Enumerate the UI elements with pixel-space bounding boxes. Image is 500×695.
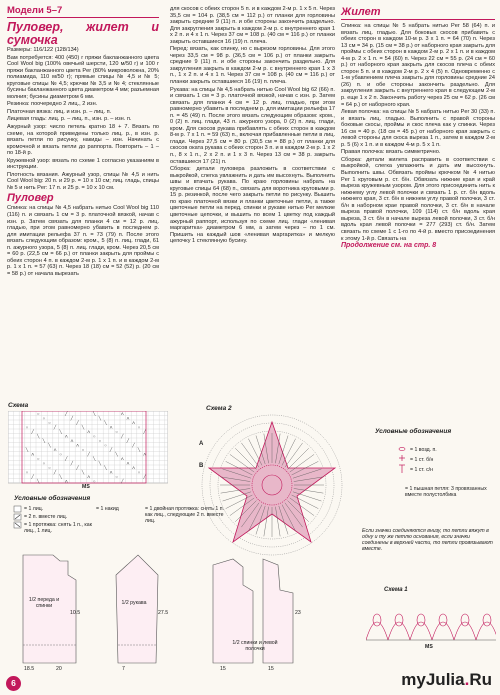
- pullover-back-cont: для скосов с обеих сторон 5 п. и в каждом 2-м р. 1 х 5 п. Через 35,5 см = 104 р. (38,5 см = 112 р.) от планки для горловины закрыть средние 9 (11) п. и обе стороны закончить раздельно. Для закругления закрыть в каждом 2-м р. с внутреннего края 1 х 2 п. и 4 х 1 п. Через 37 см = 108 р. (40 см = 116 р.) от планки закрыть оставшиеся 16 (19) п. плеча.: [170, 6, 335, 45]
- pullover-front-text: Перед: вязать, как спинку, но с вырезом горловины. Для этого через 33,5 см = 98 р. (36,5 см = 106 р.) от планки закрыть средние 9 (11) п. и обе стороны закончить раздельно. Для закругления закрыть в каждом 2-м р. с внутреннего края 1 х 3 п., 1 х 2 п. и 4 х 1 п. Через 37 см = 108 р. (40 см = 116 р.) от планки закрыть оставшиеся 16 (19) п. плеча.: [170, 46, 335, 86]
- site-logo: [401, 670, 492, 690]
- svg-text:Λ: Λ: [143, 451, 147, 457]
- svg-text:╲: ╲: [42, 437, 46, 443]
- legend2-symbols: [395, 446, 409, 476]
- puff-stitch-note: = 1 пышная петля: 3 провязанных вместе полустолбика: [405, 486, 487, 498]
- svg-text:╲: ╲: [59, 428, 62, 434]
- svg-text:╱: ╱: [65, 411, 68, 416]
- ms-label-lace: MS: [425, 644, 433, 650]
- svg-text:╱: ╱: [53, 469, 57, 475]
- pullover-back-text: Спинка: на спицы № 4,5 набрать нитью Cool Wool big 110 (116) п. и связать 1 см = 3 р. платочной вязкой, начав с изн. р. Затем связать для планки 4 см = 12 р. лиц. гладью, при этом равномерно убавить в последнем р. для имитации рельефа 37 п. = 73 (79) п. После этого вязать следующим образом: кром., 5 (8) п. лиц. глади, 61 п. ажурного узора, 5 (8) п. лиц. глади, кром. Через 20,5 см = 60 р. (22,5 см = 66 р.) от планки закрыть для проймы с обеих сторон 4 п. в каждом 2-м р. 1 х 1 п. и в каждом 2-м р. 1 х 1 п. = 57 (63) п. Через 18 (18) см = 52 (52) р. (20 см = 58 р.) от начала вырезать: [7, 205, 159, 277]
- crochet-star-chart: [195, 410, 350, 560]
- legend2-item: = 1 ст. б/н: [410, 457, 434, 463]
- svg-text:Λ: Λ: [53, 446, 57, 452]
- svg-text:Λ: Λ: [126, 415, 130, 421]
- models-label: Модели 5–7: [7, 5, 63, 16]
- pullover-assembly-text: Сборка: детали пуловера разложить в соответствии с выкройкой, слегка увлажнить и дать им высохнуть. Выполнить швы и втачать рукава. По краю горловины набрать на круговые спицы 64 (68) п., связать для воротника круговыми р. 15 р. резинкой, после чего закрыть петли по рисунку. Вышить по краю платочной вязки и планки цветочные петли, а также цветочные петли на перед, спинки и рукаве нитью Per мелкие цветочные цепочки, и вышить по всем 1 цветку под каждый ажурный раппорт, используя по схеме лиц. глади «ленивая маргаритка» диаметром 6 мм, а затем через – по 1 см. Пришить на каждый шов «ленивая маргаритка» и мелкую цепочку 1 стеклянную бусину.: [170, 166, 335, 245]
- svg-text:Λ: Λ: [31, 451, 35, 457]
- column-right: [341, 6, 495, 251]
- divider: [341, 19, 495, 20]
- svg-text:○: ○: [37, 455, 40, 461]
- svg-text:╱: ╱: [31, 428, 34, 434]
- density-text: Плотность вязания. Ажурный узор, спицы № 4,5 и нить Cool Wool big: 20 п. и 29 р. = 10 х 10 см; лиц. гладь, спицы № 5 и нить Per: 17 п. и 25 р. = 10 х 10 см.: [7, 171, 159, 191]
- svg-text:○: ○: [37, 411, 40, 416]
- svg-text:Λ: Λ: [121, 411, 124, 416]
- svg-text:╲: ╲: [93, 411, 96, 416]
- svg-text:╲: ╲: [81, 424, 85, 430]
- svg-text:○: ○: [25, 469, 29, 475]
- dim-label: 7: [122, 666, 125, 672]
- svg-text:╱: ╱: [65, 455, 68, 461]
- site-name: myJulia: [401, 670, 465, 689]
- svg-text:Λ: Λ: [109, 424, 113, 430]
- vest-right-text: Правая полочка: вязать симметрично.: [341, 149, 441, 156]
- svg-text:○: ○: [115, 428, 118, 434]
- legend-item: = 1 двойная протяжка: снять 1 п. как лиц., следующие 2 п. вместе лиц.: [145, 506, 224, 524]
- site-dot: .: [464, 670, 470, 689]
- svg-text:○: ○: [137, 469, 141, 475]
- svg-text:○: ○: [115, 473, 118, 479]
- dim-label: 20: [56, 666, 62, 672]
- legend2-item: = 1 возд. п.: [410, 447, 437, 453]
- column-left: [7, 6, 159, 279]
- vest-assembly-text: Сборка: детали жилета расправить в соответствии с выкройкой, слегка увлажнить и дать им высохнуть. Выполнить швы. Обвязать проймы крючком № 4 нитью Per 1 круговым р. ст. б/н. Обвязать нижние края и край выреза кружевным узором. Для этого присоединить нить к нижнему углу левой полочки и связать 1 р. ст. б/н вдоль нижнего края, 3 ст. б/н в нижнем углу правой полочки, 3 ст. б/н в наборном крае правой полочки, 3 ст. б/н в начале выреза правой полочки, 109 (114) ст. б/н вдоль края выреза, 3 ст. б/н в начале выреза левой полочки, 3 ст. б/н вдоль края левой полочки = 277 (293) ст. б/н. Затем связать по схеме 1 с 1-го по 4-й р. вместо присоединения к этому 1-й р. Связать на: [341, 156, 495, 242]
- svg-text:○: ○: [25, 424, 29, 430]
- svg-text:○: ○: [48, 464, 51, 470]
- garment-schematics: [8, 545, 338, 673]
- svg-text:Λ: Λ: [65, 433, 68, 439]
- svg-text:╲: ╲: [48, 442, 51, 448]
- svg-text:Λ: Λ: [121, 455, 124, 461]
- svg-text:╲: ╲: [37, 478, 40, 484]
- section-vest: Жилет: [341, 6, 381, 18]
- svg-text:╱: ╱: [143, 473, 146, 479]
- svg-text:╲: ╲: [104, 419, 107, 425]
- materials-text: Вам потребуется: 400 (450) г пряжи бакланжанного цвета Cool Wool big (100% овечьей шерсти, 120 м/50 г) и 100 г пряжи бакланжанного цвета Per (80% микроволокна, 20% полиамида, 110 м/50 г); прямые спицы № 4,5 и № 5; круговые спицы № 4,5; крючки № 3,5 и № 4; стеклянные бусины бакланжанного цвета диаметром 4 мм; разъемная молния; бусины диаметром 6 мм.: [7, 54, 159, 100]
- svg-text:╲: ╲: [115, 451, 118, 457]
- legend-symbols: [13, 505, 23, 529]
- svg-text:Λ: Λ: [70, 437, 74, 443]
- dim-label: 23: [295, 610, 301, 616]
- pattern-front-label: 1/2 переда и спинки: [28, 597, 60, 609]
- dim-label: 18.5: [24, 666, 35, 672]
- knitting-chart: [8, 411, 168, 491]
- legend-item: = 1 накид: [96, 506, 119, 512]
- crochet-text: Кружевной узор: вязать по схеме 1 согласно указаниям в инструкции.: [7, 157, 159, 171]
- section-pullover: Пуловер: [7, 192, 54, 205]
- svg-text:╲: ╲: [25, 446, 29, 452]
- svg-text:╱: ╱: [132, 442, 135, 448]
- svg-text:○: ○: [81, 446, 85, 452]
- dim-label: 15: [268, 666, 274, 672]
- svg-text:Λ: Λ: [87, 473, 91, 479]
- svg-text:╱: ╱: [70, 415, 74, 421]
- svg-text:╲: ╲: [93, 455, 96, 461]
- svg-text:╲: ╲: [81, 469, 85, 475]
- svg-text:╱: ╱: [109, 446, 113, 452]
- svg-text:Λ: Λ: [132, 464, 135, 470]
- svg-text:Λ: Λ: [87, 428, 91, 434]
- svg-text:╱: ╱: [70, 460, 74, 466]
- svg-text:Λ: Λ: [132, 419, 135, 425]
- svg-text:○: ○: [98, 437, 102, 443]
- svg-text:Λ: Λ: [76, 442, 79, 448]
- continue-note: Продолжение см. на стр. 8: [341, 242, 437, 250]
- pullover-sleeves-text: Рукава: на спицы № 4,5 набрать нитью Cool Wool big 62 (66) п. и связать 1 см = 3 р. платочной вязкой, начав с изн. р. Затем связать для планки 4 см = 12 р. лиц. гладью, при этом равномерно убавить в последнем р. для имитации рельефа 17 п. = 45 (49) п. После этого вязать следующим образом: кром., 0 (2) п. лиц. глади, 43 п. ажурного узора, 0 (2) п. лиц. глади, кром. Для скосов рукава прибавлять с обеих сторон в каждом 8-м р. 7 х 1 п. = 59 (63) п., включая прибавленные петли в лиц. глади. Через 27,5 см = 80 р. (30,5 см = 88 р.) от планки для скосов оката рукава с обеих сторон 3 п. и в каждом 2-м р. 1 х 2 п., 8 х 1 п., 2 х 2 п. и 1 х 3 п. Через 13 см = 38 р. закрыть оставшиеся 17 (21) п.: [170, 86, 335, 165]
- dim-label: 27.5: [158, 610, 169, 616]
- legend-item: = 1 протяжка: снять 1 п., как лиц., 1 лиц.: [24, 522, 92, 534]
- svg-text:○: ○: [93, 478, 96, 484]
- label-b: B: [199, 463, 204, 469]
- pattern-sleeve-label: 1/2 рукава: [121, 600, 147, 606]
- svg-text:○: ○: [42, 460, 46, 466]
- svg-text:╱: ╱: [126, 437, 130, 443]
- svg-text:╱: ╱: [143, 428, 146, 434]
- vest-left-text: Левая полочка: на спицы № 5 набрать нитью Per 30 (33) п. и вязать лиц. гладью. Выполнить с правой стороны боковые скосы, проймы и скос плеча как у спинки. Через 16 см = 40 р. (18 см = 45 р.) от наборного края закрыть с левой стороны для скоса выреза 1 п., затем в каждом 2-м р. 5 (6) х 1 п. и в каждом 4-м р. 5 х 1 п.: [341, 109, 495, 148]
- svg-text:╱: ╱: [76, 419, 79, 425]
- svg-text:╲: ╲: [37, 433, 40, 439]
- svg-text:╲: ╲: [98, 460, 102, 466]
- column-middle: [170, 6, 335, 246]
- scheme-title: Схема: [8, 402, 29, 409]
- svg-text:○: ○: [42, 415, 46, 421]
- svg-text:╱: ╱: [76, 464, 79, 470]
- svg-text:╲: ╲: [59, 473, 62, 479]
- joining-note: Если значки соединяются внизу, то петли вяжут в одну и ту же петлю основания, если значки соединены в верхней части, то петли провязывают вместе.: [362, 528, 493, 552]
- svg-text:○: ○: [104, 442, 107, 448]
- legend-item: = 2 п. вместе лиц.: [24, 514, 68, 520]
- sizes-text: Размеры: 116/122 (128/134): [7, 47, 79, 53]
- svg-text:Λ: Λ: [109, 469, 113, 475]
- legend2-item: = 1 ст. с/н: [410, 467, 433, 473]
- svg-text:╱: ╱: [87, 451, 90, 457]
- site-tld: Ru: [469, 670, 492, 689]
- pattern-vest-label: 1/2 спинки и левой полочки: [232, 640, 278, 652]
- svg-text:╲: ╲: [137, 446, 141, 452]
- divider: [7, 17, 159, 18]
- legend2-title: Условные обозначения: [375, 428, 452, 435]
- ms-label: MS: [82, 484, 90, 490]
- svg-text:╱: ╱: [53, 424, 57, 430]
- vest-back-text: Спинка: на спицы № 5 набрать нитью Per 58 (64) п. и вязать лиц. гладью. Для боковых скосов прибавить с обеих сторон в каждом 10-м р. 3 х 1 п. = 64 (70) п. Через 13 см = 34 р. (15 см = 38 р.) от наборного края закрыть для проймы с обеих сторон в каждом 2-м р. 2 х 1 п. и в каждом 4-м р. 2 х 1 п. = 54 (60) п. Через 22 см = 55 р. (24 см = 60 р.) от наборного края закрыть для скосов плеча с обеих сторон 5 п. и в каждом 2-м р. 2 х 4 (5) п. Одновременно с 1-м убавлением плеча закрыть для горловины средние 24 (26) п. и обе стороны закончить раздельно. Для закругления закрыть с внутреннего края в следующем 2-м р. еще 1 х 2 п. Закончить работу через 25 см = 62 р. (26 см = 64 р.) от наборного края.: [341, 23, 495, 108]
- svg-text:╱: ╱: [121, 478, 124, 484]
- svg-text:╱: ╱: [31, 473, 34, 479]
- svg-text:○: ○: [93, 433, 96, 439]
- stockinette-text: Лицевая гладь: лиц. р. – лиц. п., изн. р. – изн. п.: [7, 116, 132, 123]
- openwork-text: Ажурный узор: число петель кратно 18 + 7. Вязать по схеме, на которой приведены только лиц. р., в изн. р. вязать петли по рисунку, накиды – изн. Начинать с кромочной и вязать петли до раппорта. Повторить – 1 – по 18-й р.: [7, 124, 159, 157]
- article-title: Пуловер, жилет и сумочка: [7, 20, 159, 47]
- svg-text:○: ○: [137, 424, 141, 430]
- svg-text:╱: ╱: [121, 433, 124, 439]
- dim-label: 10.5: [70, 610, 81, 616]
- scheme2-title: Схема 2: [206, 405, 232, 412]
- label-a: A: [199, 441, 204, 447]
- svg-text:○: ○: [48, 419, 51, 425]
- dim-label: 15: [220, 666, 226, 672]
- scheme1-title: Схема 1: [384, 587, 408, 593]
- svg-text:╲: ╲: [104, 464, 107, 470]
- svg-text:Λ: Λ: [126, 460, 130, 466]
- legend-item: = 1 лиц.: [24, 506, 44, 512]
- svg-text:○: ○: [59, 451, 62, 457]
- rib-text: Резинка: поочередно 2 лиц., 2 изн.: [7, 101, 98, 108]
- svg-text:Λ: Λ: [65, 478, 68, 484]
- page-number: 6: [6, 676, 21, 691]
- svg-text:╲: ╲: [98, 415, 102, 421]
- legend-title: Условные обозначения: [14, 495, 91, 502]
- garter-text: Платочная вязка: лиц. и изн. р. – лиц. п.: [7, 108, 112, 115]
